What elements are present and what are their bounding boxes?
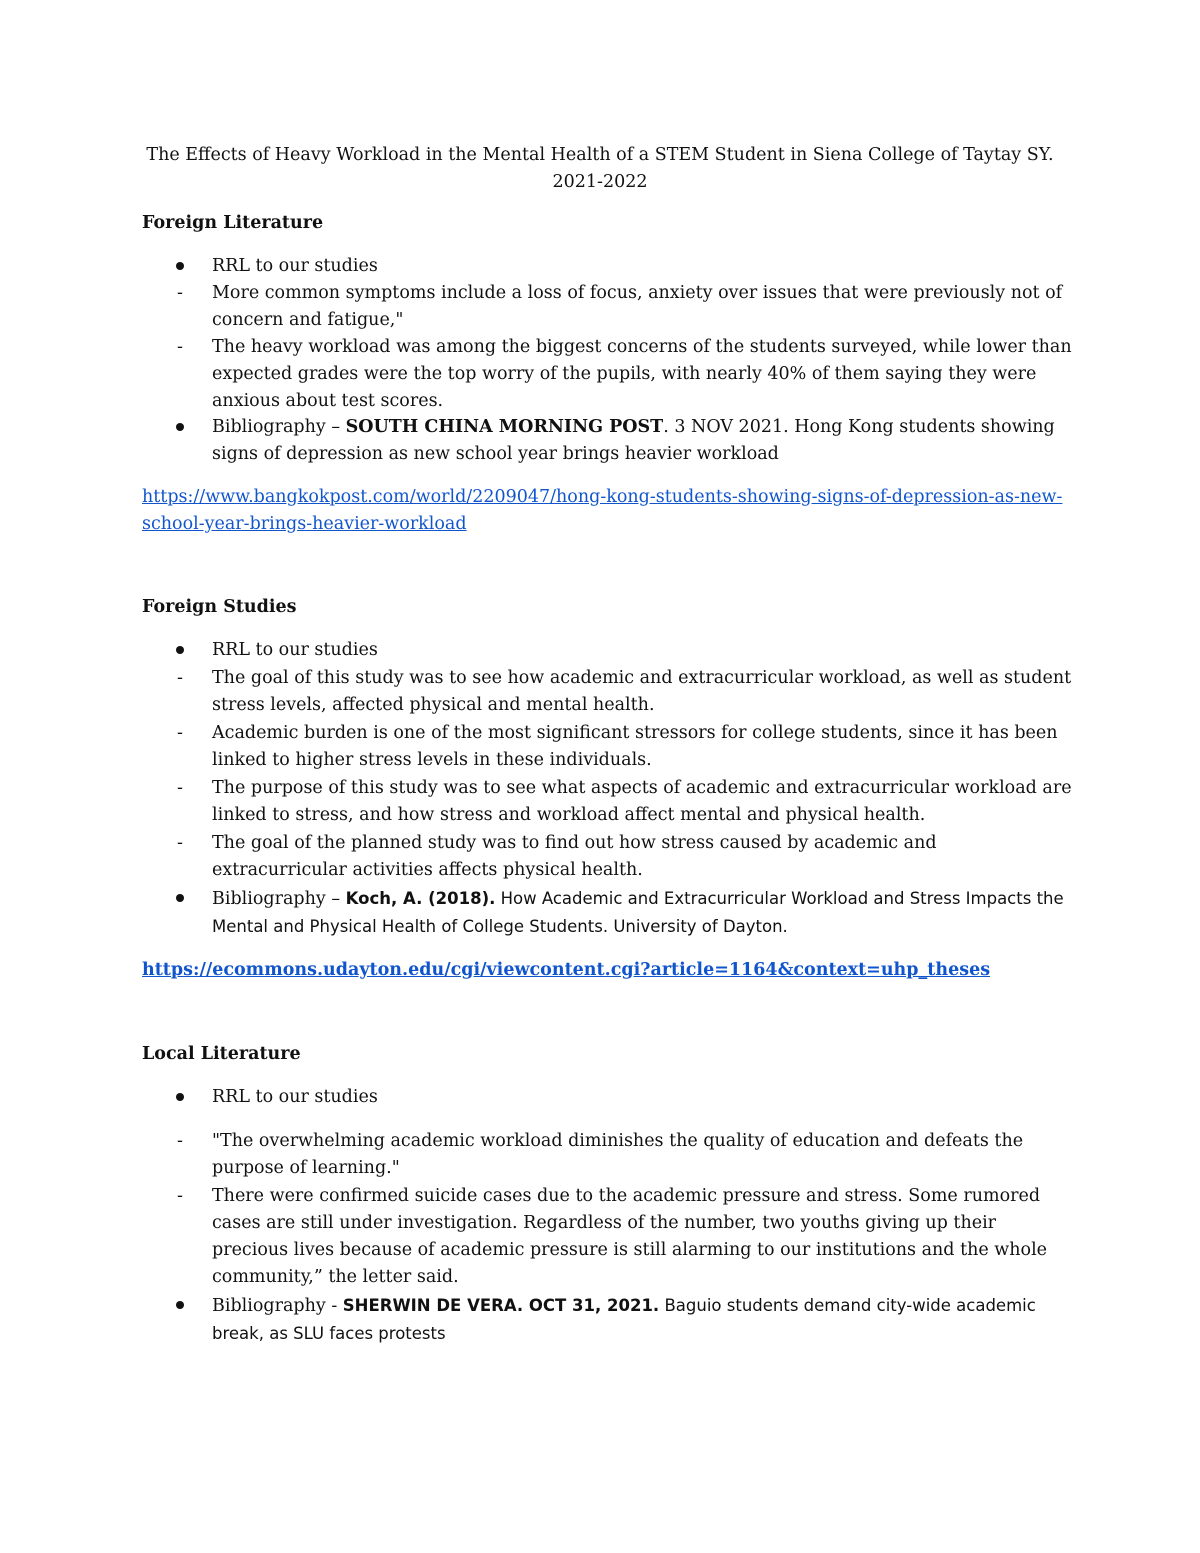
- bibliography-source: SOUTH CHINA MORNING POST: [345, 417, 664, 437]
- dash-marker: -: [177, 723, 183, 743]
- heading-foreign-studies: Foreign Studies: [142, 597, 297, 617]
- bibliography-local-literature: [212, 1292, 1072, 1348]
- list-item: The goal of the planned study was to find out how stress caused by academic and extracurricular activities affects physical health.: [212, 833, 937, 880]
- heading-local-literature: Local Literature: [142, 1044, 301, 1064]
- bullet-dot-icon: [176, 262, 184, 270]
- dash-marker: -: [177, 283, 183, 303]
- bibliography-foreign-literature: [212, 414, 1072, 468]
- dash-marker: -: [177, 833, 183, 853]
- bibliography-label: Bibliography –: [212, 889, 346, 909]
- bullet-dot-icon: [176, 894, 184, 902]
- document-title: [130, 142, 1070, 196]
- title-line-1: The Effects of Heavy Workload in the Mental Health of a STEM Student in Siena College of Taytay SY.: [146, 145, 1054, 165]
- dash-marker: -: [177, 778, 183, 798]
- bibliography-author: Koch, A. (2018).: [345, 889, 496, 908]
- link-bangkokpost[interactable]: https://www.bangkokpost.com/world/2209047/hong-kong-students-showing-signs-of-depression-as-new-school-year-brings-heavier-workload: [142, 487, 1063, 534]
- list-item: The goal of this study was to see how academic and extracurricular workload, as well as student stress levels, affected physical and mental health.: [212, 668, 1072, 715]
- bibliography-label: Bibliography -: [212, 1296, 343, 1316]
- list-item: The purpose of this study was to see what aspects of academic and extracurricular workload are linked to stress, and how stress and workload affect mental and physical health.: [212, 778, 1072, 825]
- bibliography-author: SHERWIN DE VERA. OCT 31, 2021.: [342, 1296, 660, 1315]
- bibliography-label: Bibliography –: [212, 417, 346, 437]
- link-udayton[interactable]: https://ecommons.udayton.edu/cgi/viewcontent.cgi?article=1164&context=uhp_theses: [142, 960, 991, 980]
- list-item: There were confirmed suicide cases due to the academic pressure and stress. Some rumored cases are still under investigation. Regardless of the number, two youths giving up their precious lives because of academic pressure is still alarming to our institutions and the whole community,” the letter said.: [212, 1186, 1048, 1287]
- bullet-dot-icon: [176, 423, 184, 431]
- list-item-rrl: RRL to our studies: [212, 640, 378, 660]
- list-item: "The overwhelming academic workload diminishes the quality of education and defeats the purpose of learning.": [212, 1131, 1024, 1178]
- list-item: More common symptoms include a loss of focus, anxiety over issues that were previously not of concern and fatigue,": [212, 283, 1063, 330]
- dash-marker: -: [177, 337, 183, 357]
- dash-marker: -: [177, 1131, 183, 1151]
- title-line-2: 2021-2022: [552, 172, 648, 192]
- list-item: The heavy workload was among the biggest concerns of the students surveyed, while lower than expected grades were the top worry of the pupils, with nearly 40% of them saying they were anxious about test scores.: [212, 337, 1072, 411]
- list-item-rrl: RRL to our studies: [212, 1087, 378, 1107]
- bullet-dot-icon: [176, 1301, 184, 1309]
- bibliography-rest: . 3 NOV 2021. Hong Kong students showing signs of depression as new school year brings heavier workload: [212, 417, 1055, 464]
- bullet-dot-icon: [176, 646, 184, 654]
- list-item-rrl: RRL to our studies: [212, 256, 378, 276]
- list-item: Academic burden is one of the most significant stressors for college students, since it has been linked to higher stress levels in these individuals.: [212, 723, 1058, 770]
- heading-foreign-literature: Foreign Literature: [142, 213, 324, 233]
- bibliography-foreign-studies: [212, 885, 1072, 941]
- dash-marker: -: [177, 668, 183, 688]
- bibliography-rest: Baguio students demand city-wide academic break, as SLU faces protests: [212, 1296, 1036, 1343]
- bibliography-rest: How Academic and Extracurricular Workload and Stress Impacts the Mental and Physical Health of College Students. University of Dayton.: [212, 889, 1064, 936]
- dash-marker: -: [177, 1186, 183, 1206]
- bullet-dot-icon: [176, 1093, 184, 1101]
